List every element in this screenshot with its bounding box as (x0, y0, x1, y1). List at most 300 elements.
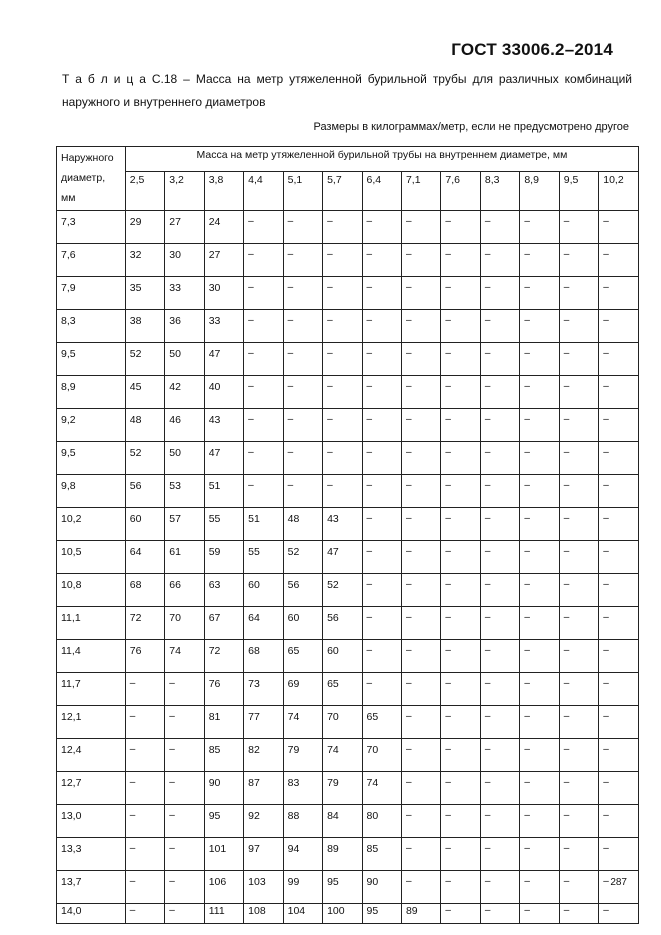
mass-cell: 103 (244, 871, 283, 904)
mass-cell: – (441, 607, 480, 640)
mass-cell: – (559, 376, 598, 409)
mass-cell: 89 (323, 838, 362, 871)
mass-cell: – (559, 310, 598, 343)
mass-cell: – (599, 904, 639, 924)
outer-diameter-cell: 9,5 (57, 442, 126, 475)
mass-cell: 79 (283, 739, 322, 772)
mass-cell: – (520, 277, 559, 310)
mass-cell: – (362, 442, 401, 475)
mass-cell: 45 (125, 376, 164, 409)
mass-cell: 52 (125, 343, 164, 376)
mass-cell: 68 (125, 574, 164, 607)
mass-cell: – (401, 343, 440, 376)
mass-cell: – (323, 343, 362, 376)
outer-diameter-cell: 12,4 (57, 739, 126, 772)
inner-diameter-header: 5,7 (323, 172, 362, 211)
mass-cell: – (323, 244, 362, 277)
mass-cell: – (520, 607, 559, 640)
mass-cell: – (441, 706, 480, 739)
table-row (57, 442, 639, 475)
mass-cell: – (401, 409, 440, 442)
mass-cell: 60 (125, 508, 164, 541)
outer-diameter-header: Наружного диаметр, мм (57, 147, 126, 211)
table-row (57, 607, 639, 640)
outer-diameter-cell: 13,3 (57, 838, 126, 871)
inner-diameter-header: 3,2 (165, 172, 204, 211)
mass-cell: – (323, 409, 362, 442)
mass-cell: 76 (125, 640, 164, 673)
inner-diameter-header: 10,2 (599, 172, 639, 211)
mass-cell: – (520, 805, 559, 838)
mass-cell: – (480, 277, 519, 310)
mass-cell: – (244, 376, 283, 409)
mass-cell: – (441, 310, 480, 343)
mass-cell: – (401, 475, 440, 508)
mass-cell: 73 (244, 673, 283, 706)
mass-cell: – (480, 640, 519, 673)
mass-cell: – (480, 838, 519, 871)
table-row (57, 871, 639, 904)
table-row (57, 409, 639, 442)
mass-cell: – (559, 277, 598, 310)
mass-cell: – (441, 805, 480, 838)
mass-cell: – (520, 673, 559, 706)
mass-cell: – (362, 277, 401, 310)
mass-cell: – (165, 673, 204, 706)
outer-diameter-cell: 10,8 (57, 574, 126, 607)
mass-cell: – (480, 376, 519, 409)
outer-diameter-cell: 12,1 (57, 706, 126, 739)
mass-cell: – (441, 838, 480, 871)
mass-cell: 55 (244, 541, 283, 574)
mass-cell: – (441, 343, 480, 376)
mass-cell: – (599, 409, 639, 442)
mass-cell: – (401, 838, 440, 871)
table-row (57, 277, 639, 310)
mass-cell: – (599, 442, 639, 475)
mass-cell: – (599, 772, 639, 805)
mass-cell: – (559, 574, 598, 607)
mass-cell: 79 (323, 772, 362, 805)
mass-cell: – (559, 607, 598, 640)
mass-cell: – (401, 508, 440, 541)
mass-cell: – (441, 673, 480, 706)
mass-cell: – (283, 376, 322, 409)
mass-cell: 63 (204, 574, 243, 607)
mass-cell: 88 (283, 805, 322, 838)
table-row (57, 574, 639, 607)
mass-cell: – (362, 376, 401, 409)
mass-cell: 85 (204, 739, 243, 772)
mass-cell: – (599, 475, 639, 508)
mass-cell: – (441, 244, 480, 277)
mass-cell: – (520, 211, 559, 244)
mass-cell: 92 (244, 805, 283, 838)
mass-cell: 90 (362, 871, 401, 904)
mass-cell: – (283, 211, 322, 244)
table-row (57, 706, 639, 739)
mass-cell: – (362, 310, 401, 343)
mass-cell: – (480, 607, 519, 640)
mass-cell: – (283, 244, 322, 277)
mass-cell: – (125, 739, 164, 772)
mass-cell: 81 (204, 706, 243, 739)
mass-cell: – (401, 871, 440, 904)
mass-cell: 95 (323, 871, 362, 904)
outer-diameter-cell: 10,2 (57, 508, 126, 541)
inner-diameter-header: 3,8 (204, 172, 243, 211)
outer-diameter-cell: 10,5 (57, 541, 126, 574)
mass-cell: – (165, 805, 204, 838)
mass-cell: – (599, 574, 639, 607)
mass-cell: 27 (165, 211, 204, 244)
mass-cell: – (362, 244, 401, 277)
mass-cell: 104 (283, 904, 322, 924)
outer-diameter-cell: 9,2 (57, 409, 126, 442)
mass-cell: – (599, 871, 639, 904)
mass-cell: – (480, 706, 519, 739)
mass-cell: 85 (362, 838, 401, 871)
mass-cell: – (599, 343, 639, 376)
mass-cell: 95 (362, 904, 401, 924)
mass-cell: – (441, 904, 480, 924)
mass-cell: – (441, 211, 480, 244)
mass-cell: – (480, 805, 519, 838)
mass-cell: – (559, 871, 598, 904)
mass-cell: – (244, 442, 283, 475)
inner-diameter-header: 6,4 (362, 172, 401, 211)
table-row (57, 673, 639, 706)
mass-cell: – (244, 409, 283, 442)
mass-cell: – (401, 805, 440, 838)
mass-cell: – (480, 442, 519, 475)
mass-cell: 24 (204, 211, 243, 244)
mass-cell: – (244, 310, 283, 343)
mass-cell: – (599, 277, 639, 310)
mass-cell: – (441, 277, 480, 310)
mass-cell: 38 (125, 310, 164, 343)
mass-cell: – (125, 838, 164, 871)
mass-cell: – (520, 376, 559, 409)
mass-cell: – (520, 541, 559, 574)
mass-cell: – (283, 277, 322, 310)
mass-cell: 61 (165, 541, 204, 574)
mass-cell: 52 (283, 541, 322, 574)
mass-cell: 35 (125, 277, 164, 310)
outer-diameter-cell: 13,7 (57, 871, 126, 904)
mass-cell: – (559, 640, 598, 673)
mass-cell: – (520, 640, 559, 673)
mass-cell: – (165, 772, 204, 805)
mass-cell: – (441, 442, 480, 475)
mass-cell: – (559, 211, 598, 244)
mass-cell: – (125, 871, 164, 904)
outer-diameter-cell: 11,7 (57, 673, 126, 706)
mass-cell: – (362, 475, 401, 508)
table-row (57, 772, 639, 805)
table-row (57, 640, 639, 673)
mass-cell: – (480, 508, 519, 541)
mass-cell: 64 (125, 541, 164, 574)
mass-cell: – (599, 673, 639, 706)
mass-cell: 69 (283, 673, 322, 706)
mass-cell: – (559, 409, 598, 442)
mass-cell: – (520, 871, 559, 904)
inner-diameter-header: 7,1 (401, 172, 440, 211)
mass-cell: – (520, 838, 559, 871)
mass-cell: 76 (204, 673, 243, 706)
mass-cell: – (441, 541, 480, 574)
mass-cell: – (165, 706, 204, 739)
mass-cell: 36 (165, 310, 204, 343)
mass-cell: 59 (204, 541, 243, 574)
mass-cell: – (362, 409, 401, 442)
mass-cell: – (401, 640, 440, 673)
mass-cell: – (283, 343, 322, 376)
mass-cell: 30 (165, 244, 204, 277)
mass-cell: – (599, 739, 639, 772)
mass-cell: – (401, 376, 440, 409)
outer-diameter-cell: 9,5 (57, 343, 126, 376)
outer-diameter-cell: 11,1 (57, 607, 126, 640)
mass-cell: – (599, 244, 639, 277)
mass-cell: 47 (323, 541, 362, 574)
mass-cell: 52 (323, 574, 362, 607)
mass-cell: 64 (244, 607, 283, 640)
mass-cell: 72 (125, 607, 164, 640)
mass-cell: – (362, 640, 401, 673)
mass-cell: – (599, 838, 639, 871)
table-container (56, 146, 639, 924)
mass-cell: 60 (244, 574, 283, 607)
mass-cell: – (401, 277, 440, 310)
mass-cell: – (244, 475, 283, 508)
mass-cell: 95 (204, 805, 243, 838)
mass-cell: 57 (165, 508, 204, 541)
mass-cell: 32 (125, 244, 164, 277)
inner-diameter-header: 4,4 (244, 172, 283, 211)
mass-cell: – (599, 211, 639, 244)
mass-cell: 70 (323, 706, 362, 739)
mass-cell: 68 (244, 640, 283, 673)
page-number: 287 (610, 877, 627, 888)
mass-cell: – (323, 442, 362, 475)
table-row (57, 805, 639, 838)
mass-cell: 90 (204, 772, 243, 805)
mass-cell: 70 (165, 607, 204, 640)
table-row (57, 310, 639, 343)
mass-cell: – (441, 772, 480, 805)
mass-cell: 33 (165, 277, 204, 310)
mass-cell: – (599, 508, 639, 541)
mass-cell: 72 (204, 640, 243, 673)
mass-cell: 83 (283, 772, 322, 805)
mass-cell: 51 (204, 475, 243, 508)
mass-cell: – (480, 739, 519, 772)
mass-cell: – (441, 409, 480, 442)
mass-cell: – (599, 310, 639, 343)
mass-cell: 56 (323, 607, 362, 640)
mass-cell: – (599, 805, 639, 838)
table-row (57, 838, 639, 871)
mass-table (56, 146, 639, 924)
mass-cell: – (401, 772, 440, 805)
mass-cell: – (401, 607, 440, 640)
mass-cell: 48 (283, 508, 322, 541)
mass-cell: – (559, 541, 598, 574)
table-body (57, 211, 639, 924)
mass-cell: – (401, 574, 440, 607)
mass-cell: – (244, 244, 283, 277)
mass-cell: 101 (204, 838, 243, 871)
mass-cell: – (362, 541, 401, 574)
outer-diameter-cell: 7,9 (57, 277, 126, 310)
mass-cell: – (244, 343, 283, 376)
mass-cell: 94 (283, 838, 322, 871)
mass-cell: 42 (165, 376, 204, 409)
mass-cell: 60 (283, 607, 322, 640)
table-caption-continued: наружного и внутреннего диаметров (62, 95, 266, 109)
inner-diameter-header: 8,3 (480, 172, 519, 211)
mass-cell: – (599, 376, 639, 409)
mass-cell: – (559, 475, 598, 508)
mass-cell: 70 (362, 739, 401, 772)
mass-cell: – (559, 673, 598, 706)
mass-cell: – (520, 772, 559, 805)
mass-cell: – (520, 739, 559, 772)
mass-cell: – (165, 838, 204, 871)
mass-cell: 30 (204, 277, 243, 310)
mass-cell: – (362, 607, 401, 640)
mass-cell: – (599, 541, 639, 574)
mass-cell: – (480, 871, 519, 904)
outer-diameter-cell: 9,8 (57, 475, 126, 508)
mass-cell: – (401, 706, 440, 739)
mass-cell: – (441, 475, 480, 508)
mass-cell: 52 (125, 442, 164, 475)
table-row (57, 343, 639, 376)
mass-cell: – (244, 211, 283, 244)
mass-cell: – (362, 574, 401, 607)
mass-cell: 47 (204, 442, 243, 475)
table-row (57, 376, 639, 409)
mass-cell: 27 (204, 244, 243, 277)
mass-cell: – (441, 574, 480, 607)
mass-cell: – (401, 673, 440, 706)
mass-cell: – (559, 244, 598, 277)
mass-cell: – (559, 904, 598, 924)
outer-diameter-cell: 7,6 (57, 244, 126, 277)
mass-cell: – (599, 607, 639, 640)
mass-cell: – (362, 343, 401, 376)
inner-diameter-header: 5,1 (283, 172, 322, 211)
mass-cell: 108 (244, 904, 283, 924)
mass-cell: – (323, 211, 362, 244)
outer-diameter-cell: 12,7 (57, 772, 126, 805)
mass-cell: 74 (283, 706, 322, 739)
outer-diameter-cell: 11,4 (57, 640, 126, 673)
mass-cell: – (480, 310, 519, 343)
mass-cell: 43 (323, 508, 362, 541)
mass-cell: – (401, 739, 440, 772)
mass-cell: – (520, 409, 559, 442)
mass-cell: 74 (323, 739, 362, 772)
mass-cell: – (559, 442, 598, 475)
mass-cell: – (520, 343, 559, 376)
inner-diameter-header: 7,6 (441, 172, 480, 211)
mass-cell: 80 (362, 805, 401, 838)
mass-cell: – (559, 706, 598, 739)
mass-cell: – (480, 211, 519, 244)
mass-cell: 53 (165, 475, 204, 508)
mass-cell: – (480, 574, 519, 607)
outer-diameter-cell: 7,3 (57, 211, 126, 244)
mass-cell: 74 (362, 772, 401, 805)
mass-cell: – (362, 673, 401, 706)
mass-cell: – (283, 409, 322, 442)
mass-cell: 106 (204, 871, 243, 904)
mass-cell: 67 (204, 607, 243, 640)
mass-cell: – (401, 244, 440, 277)
mass-cell: – (283, 475, 322, 508)
inner-diameter-header: 8,9 (520, 172, 559, 211)
mass-cell: – (125, 772, 164, 805)
mass-cell: – (165, 739, 204, 772)
mass-cell: – (125, 706, 164, 739)
table-row (57, 904, 639, 924)
mass-cell: 65 (323, 673, 362, 706)
mass-cell: – (480, 904, 519, 924)
mass-cell: – (559, 805, 598, 838)
mass-cell: – (480, 772, 519, 805)
mass-cell: – (599, 640, 639, 673)
inner-diameter-header: 9,5 (559, 172, 598, 211)
mass-cell: – (441, 739, 480, 772)
mass-cell: – (559, 772, 598, 805)
mass-cell: 87 (244, 772, 283, 805)
mass-cell: – (323, 277, 362, 310)
mass-cell: – (283, 310, 322, 343)
mass-cell: 51 (244, 508, 283, 541)
mass-cell: – (520, 475, 559, 508)
table-row (57, 508, 639, 541)
mass-cell: – (520, 244, 559, 277)
mass-cell: 100 (323, 904, 362, 924)
mass-cell: 33 (204, 310, 243, 343)
mass-cell: – (362, 508, 401, 541)
table-row (57, 739, 639, 772)
table-caption: Т а б л и ц а С.18 – Масса на метр утяжеленной бурильной трубы для различных комбинаций (62, 72, 632, 86)
mass-cell: – (520, 508, 559, 541)
mass-cell: 77 (244, 706, 283, 739)
mass-cell: – (559, 838, 598, 871)
mass-cell: 50 (165, 442, 204, 475)
mass-cell: 46 (165, 409, 204, 442)
mass-cell: 111 (204, 904, 243, 924)
mass-cell: – (480, 673, 519, 706)
mass-cell: – (323, 310, 362, 343)
mass-cell: 66 (165, 574, 204, 607)
mass-cell: – (520, 442, 559, 475)
inner-diameter-header: 2,5 (125, 172, 164, 211)
table-row (57, 244, 639, 277)
mass-cell: – (244, 277, 283, 310)
mass-cell: – (441, 376, 480, 409)
mass-cell: 89 (401, 904, 440, 924)
mass-cell: 48 (125, 409, 164, 442)
mass-cell: – (480, 244, 519, 277)
mass-cell: – (323, 376, 362, 409)
